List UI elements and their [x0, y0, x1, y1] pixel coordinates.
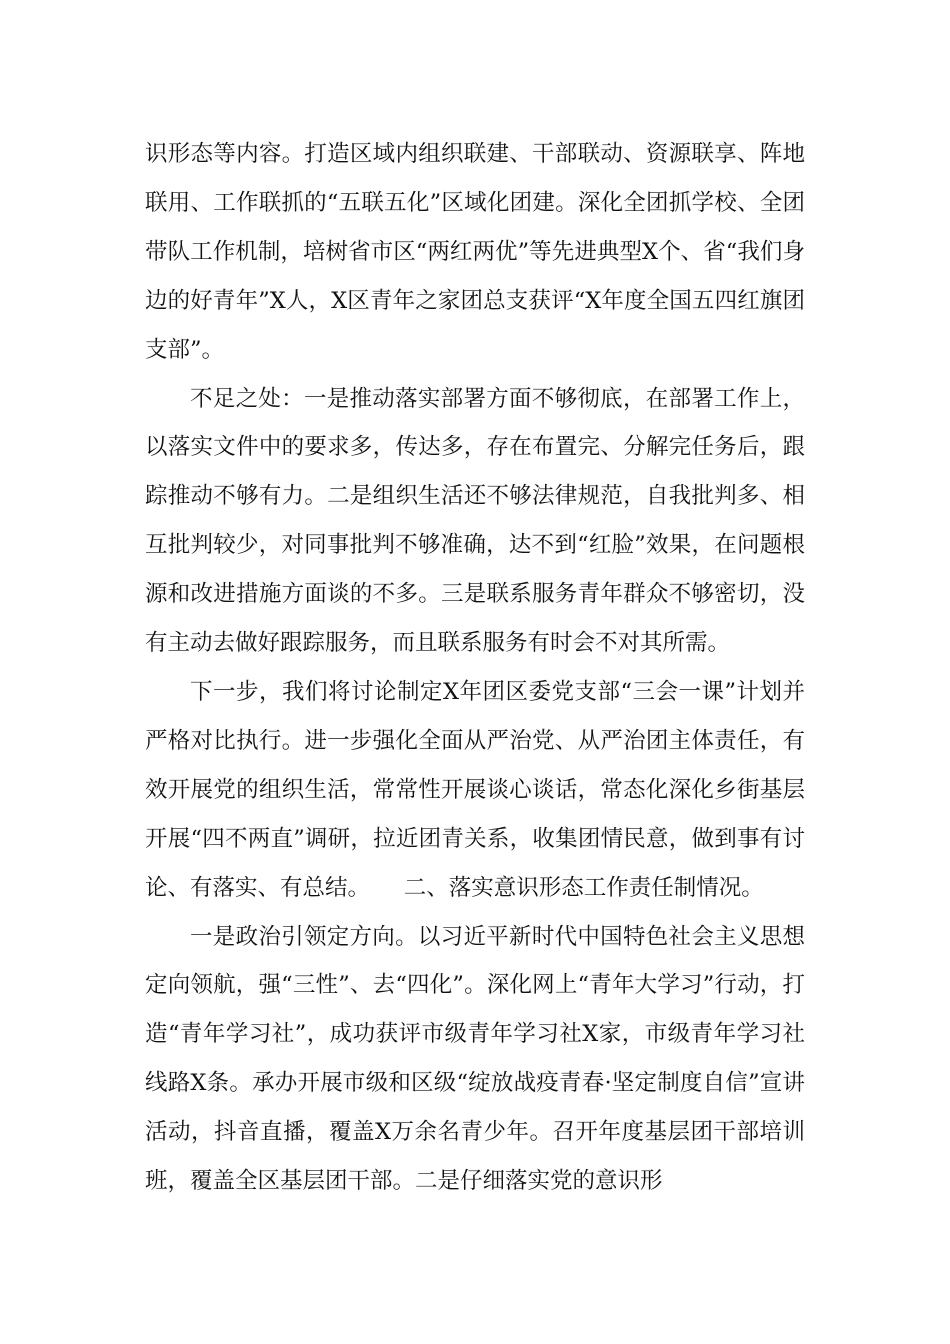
paragraph-continuation: 识形态等内容。打造区域内组织联建、干部联动、资源联享、阵地联用、工作联抓的“五联五化”区域化团建。深化全团抓学校、全团带队工作机制，培树省市区“两红两优”等先进典型X个、省“我们身边的好青年”X人，X区青年之家团总支获评“X年度全国五四红旗团支部”。 — [145, 141, 805, 363]
paragraph-next-steps: 下一步，我们将讨论制定X年团区委党支部“三会一课”计划并严格对比执行。进一步强化全面从严治党、从严治团主体责任，有效开展党的组织生活，常常性开展谈心谈话，常态化深化乡街基层开展“四不两直”调研，拉近团青关系，收集团情民意，做到事有讨论、有落实、有总结。 二、落实意识形态工作责任制情况。 — [145, 678, 805, 901]
paragraph-political-guidance: 一是政治引领定方向。以习近平新时代中国特色社会主义思想定向领航，强“三性”、去“四化”。深化网上“青年大学习”行动，打造“青年学习社”，成功获评市级青年学习社X家，市级青年学习社线路X条。承办开展市级和区级“绽放战疫青春·坚定制度自信”宣讲活动，抖音直播，覆盖X万余名青少年。召开年度基层团干部培训班，覆盖全区基层团干部。二是仔细落实党的意识形 — [145, 923, 805, 1195]
paragraph-shortcomings: 不足之处：一是推动落实部署方面不够彻底，在部署工作上，以落实文件中的要求多，传达多，存在布置完、分解完任务后，跟踪推动不够有力。二是组织生活还不够法律规范，自我批判多、相互批判较少，对同事批判不够准确，达不到“红脸”效果，在问题根源和改进措施方面谈的不多。三是联系服务青年群众不够密切，没有主动去做好跟踪服务，而且联系服务有时会不对其所需。 — [145, 385, 805, 657]
document-body — [145, 130, 805, 1206]
